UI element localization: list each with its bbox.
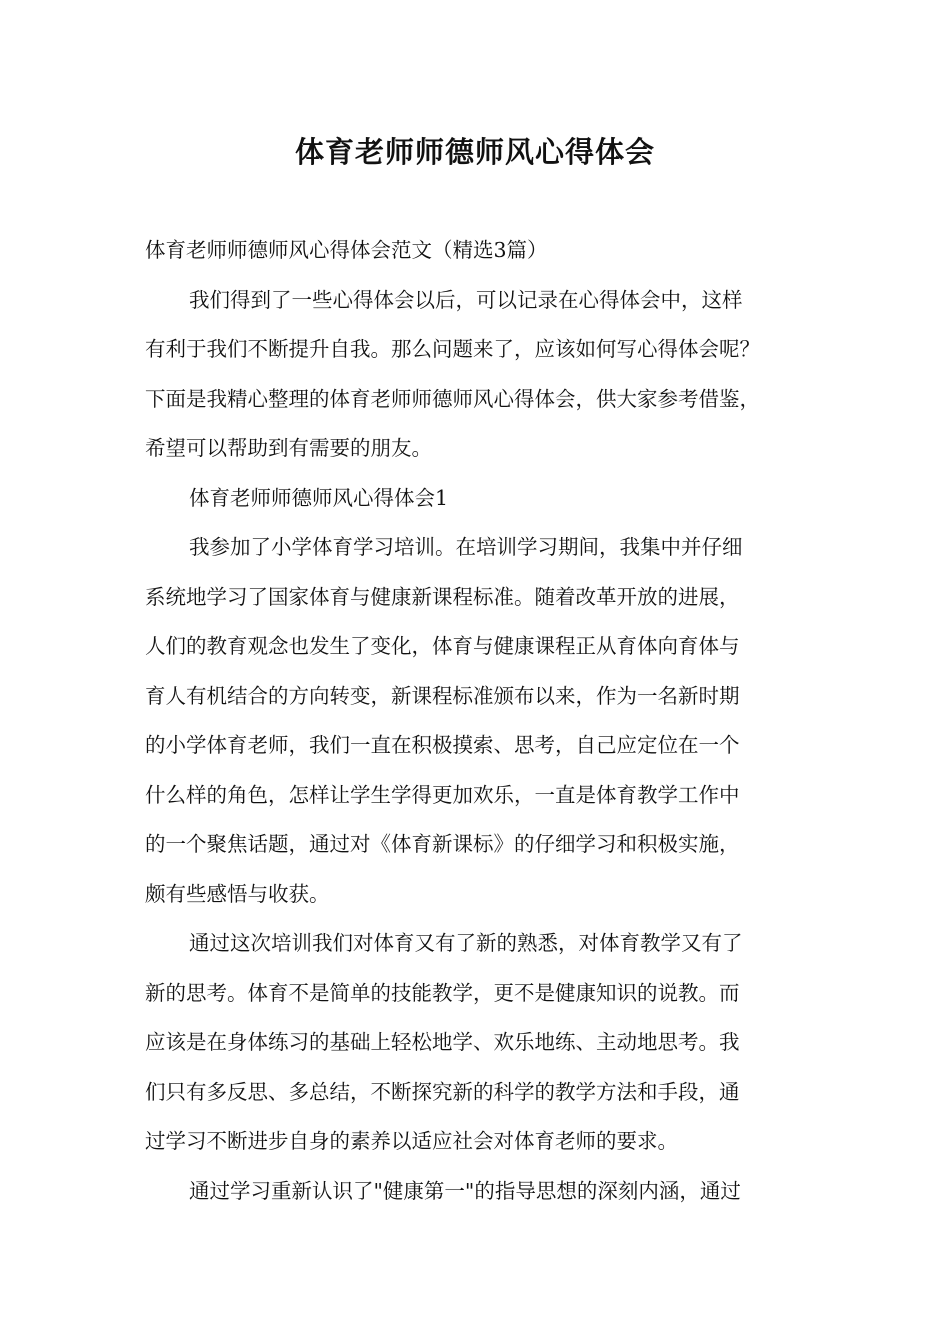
body-line: 希望可以帮助到有需要的朋友。 xyxy=(145,436,432,460)
body-line: 体育老师师德师风心得体会1 xyxy=(189,485,449,510)
body-line: 的小学体育老师，我们一直在积极摸索、思考，自己应定位在一个 xyxy=(145,733,740,757)
body-line: 们只有多反思、多总结，不断探究新的科学的教学方法和手段，通 xyxy=(145,1079,740,1104)
body-line: 的一个聚焦话题，通过对《体育新课标》的仔细学习和积极实施， xyxy=(145,832,740,856)
body-line: 人们的教育观念也发生了变化，体育与健康课程正从育体向育体与 xyxy=(145,634,740,658)
body-line: 过学习不断进步自身的素养以适应社会对体育老师的要求。 xyxy=(145,1129,678,1153)
body-line: 育人有机结合的方向转变，新课程标准颁布以来，作为一名新时期 xyxy=(145,683,740,708)
body-line: 下面是我精心整理的体育老师师德师风心得体会，供大家参考借鉴， xyxy=(145,386,760,411)
body-line: 体育老师师德师风心得体会范文（精选3篇） xyxy=(145,238,548,262)
body-line: 颇有些感悟与收获。 xyxy=(145,881,330,906)
document-body xyxy=(145,226,835,1216)
page-title: 体育老师师德师风心得体会 xyxy=(294,135,655,169)
body-line: 新的思考。体育不是简单的技能教学，更不是健康知识的说教。而 xyxy=(145,980,740,1005)
body-line: 我们得到了一些心得体会以后，可以记录在心得体会中，这样 xyxy=(189,287,743,312)
body-line: 系统地学习了国家体育与健康新课程标准。随着改革开放的进展， xyxy=(145,584,740,609)
body-line: 通过学习重新认识了"健康第一"的指导思想的深刻内涵，通过 xyxy=(189,1178,741,1203)
body-line: 我参加了小学体育学习培训。在培训学习期间，我集中并仔细 xyxy=(189,535,743,559)
body-line: 通过这次培训我们对体育又有了新的熟悉，对体育教学又有了 xyxy=(189,931,743,955)
body-line: 有利于我们不断提升自我。那么问题来了，应该如何写心得体会呢？ xyxy=(145,337,760,361)
body-line: 应该是在身体练习的基础上轻松地学、欢乐地练、主动地思考。我 xyxy=(145,1030,740,1054)
body-line: 什么样的角色，怎样让学生学得更加欢乐，一直是体育教学工作中 xyxy=(145,782,740,807)
